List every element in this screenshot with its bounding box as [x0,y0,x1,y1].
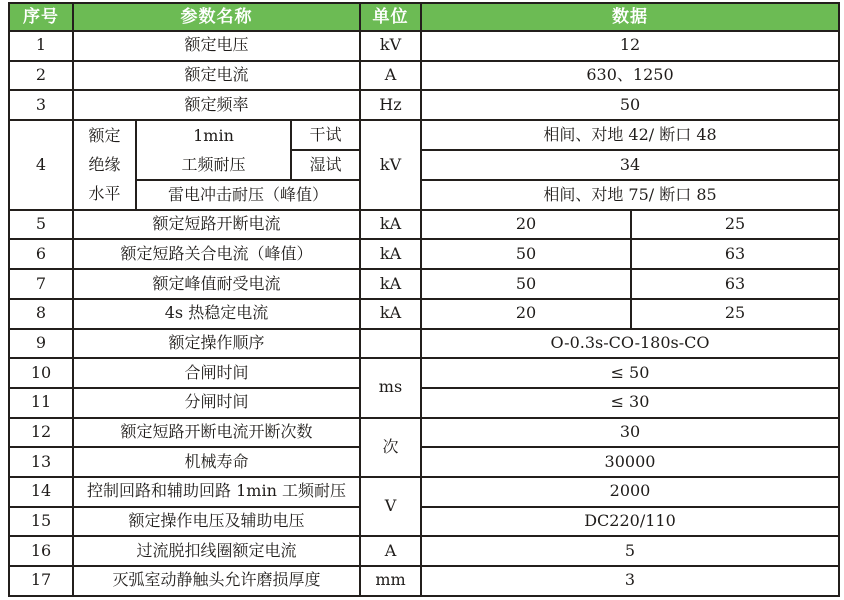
cell-param-name: 机械寿命 [73,447,360,477]
cell-param-name: 额定峰值耐受电流 [73,269,360,299]
cell-data: 63 [631,269,839,299]
cell-unit: Hz [360,90,421,120]
cell-serial: 1 [9,31,73,61]
cell-unit: kA [360,210,421,240]
cell-insulation-level-label [73,120,136,210]
cell-data: 30 [421,418,839,448]
header-serial: 序号 [9,3,73,31]
table-row [9,388,839,418]
cell-param-name: 额定频率 [73,90,360,120]
table-row [9,358,839,388]
table-row [9,536,839,566]
table-row [9,447,839,477]
header-unit: 单位 [360,3,421,31]
cell-unit: A [360,536,421,566]
cell-unit: kA [360,239,421,269]
cell-data: 34 [421,150,839,180]
table-row [9,329,839,359]
cell-param-name: 额定电压 [73,31,360,61]
header-param-name: 参数名称 [73,3,360,31]
cell-serial: 7 [9,269,73,299]
cell-unit: kA [360,299,421,329]
cell-param-name: 额定操作顺序 [73,329,360,359]
cell-data: O-0.3s-CO-180s-CO [421,329,839,359]
cell-serial: 11 [9,388,73,418]
power-freq-label-line: 工频耐压 [181,155,246,175]
cell-serial: 17 [9,566,73,596]
cell-serial: 8 [9,299,73,329]
table-row [9,210,839,240]
cell-serial: 9 [9,329,73,359]
cell-data: 30000 [421,447,839,477]
table-row [9,31,839,61]
cell-data: 3 [421,566,839,596]
cell-data: 相间、对地 75/ 断口 85 [421,180,839,210]
cell-unit: kA [360,269,421,299]
cell-serial: 5 [9,210,73,240]
cell-unit-empty [360,329,421,359]
cell-data: 20 [421,210,631,240]
cell-serial: 12 [9,418,73,448]
table-row [9,477,839,507]
cell-unit: kV [360,120,421,210]
cell-serial: 3 [9,90,73,120]
cell-serial: 6 [9,239,73,269]
cell-data: 50 [421,269,631,299]
cell-data: 5 [421,536,839,566]
cell-data: 12 [421,31,839,61]
cell-data: 63 [631,239,839,269]
cell-wet-test-label: 湿试 [291,150,360,180]
cell-param-name: 灭弧室动静触头允许磨损厚度 [73,566,360,596]
cell-param-name: 额定短路关合电流（峰值） [73,239,360,269]
cell-unit: A [360,61,421,91]
cell-lightning-impulse-label: 雷电冲击耐压（峰值） [136,180,360,210]
cell-serial: 14 [9,477,73,507]
cell-unit: V [360,477,421,536]
cell-serial: 2 [9,61,73,91]
cell-param-name: 分闸时间 [73,388,360,418]
cell-unit: ms [360,358,421,417]
insulation-label-line: 绝缘 [88,155,121,175]
power-freq-label-line: 1min [193,126,234,146]
cell-serial: 15 [9,507,73,537]
cell-serial: 10 [9,358,73,388]
table-row [9,507,839,537]
cell-data: 50 [421,90,839,120]
cell-unit: 次 [360,418,421,477]
cell-param-name: 控制回路和辅助回路 1min 工频耐压 [73,477,360,507]
cell-unit: mm [360,566,421,596]
cell-data: 25 [631,210,839,240]
insulation-label-line: 额定 [88,126,121,146]
cell-param-name: 合闸时间 [73,358,360,388]
cell-param-name: 4s 热稳定电流 [73,299,360,329]
table-row [9,90,839,120]
cell-data: 相间、对地 42/ 断口 48 [421,120,839,150]
cell-unit: kV [360,31,421,61]
cell-param-name: 额定短路开断电流 [73,210,360,240]
table-row [9,239,839,269]
cell-param-name: 过流脱扣线圈额定电流 [73,536,360,566]
cell-param-name: 额定电流 [73,61,360,91]
cell-data: 50 [421,239,631,269]
cell-serial: 16 [9,536,73,566]
table-row-insulation-dry [9,120,839,150]
table-row [9,566,839,596]
cell-data: 2000 [421,477,839,507]
table-row [9,418,839,448]
cell-power-freq-withstand-label [136,120,291,180]
cell-data: 630、1250 [421,61,839,91]
table-row [9,269,839,299]
table-row [9,61,839,91]
cell-param-name: 额定短路开断电流开断次数 [73,418,360,448]
insulation-label-line: 水平 [88,184,121,204]
spec-table [8,2,840,597]
cell-serial: 13 [9,447,73,477]
cell-serial: 4 [9,120,73,210]
cell-data: ≤ 30 [421,388,839,418]
table-row [9,299,839,329]
header-row [9,3,839,31]
cell-data: ≤ 50 [421,358,839,388]
cell-data: DC220/110 [421,507,839,537]
cell-data: 25 [631,299,839,329]
cell-data: 20 [421,299,631,329]
cell-param-name: 额定操作电压及辅助电压 [73,507,360,537]
header-data: 数据 [421,3,839,31]
cell-dry-test-label: 干试 [291,120,360,150]
